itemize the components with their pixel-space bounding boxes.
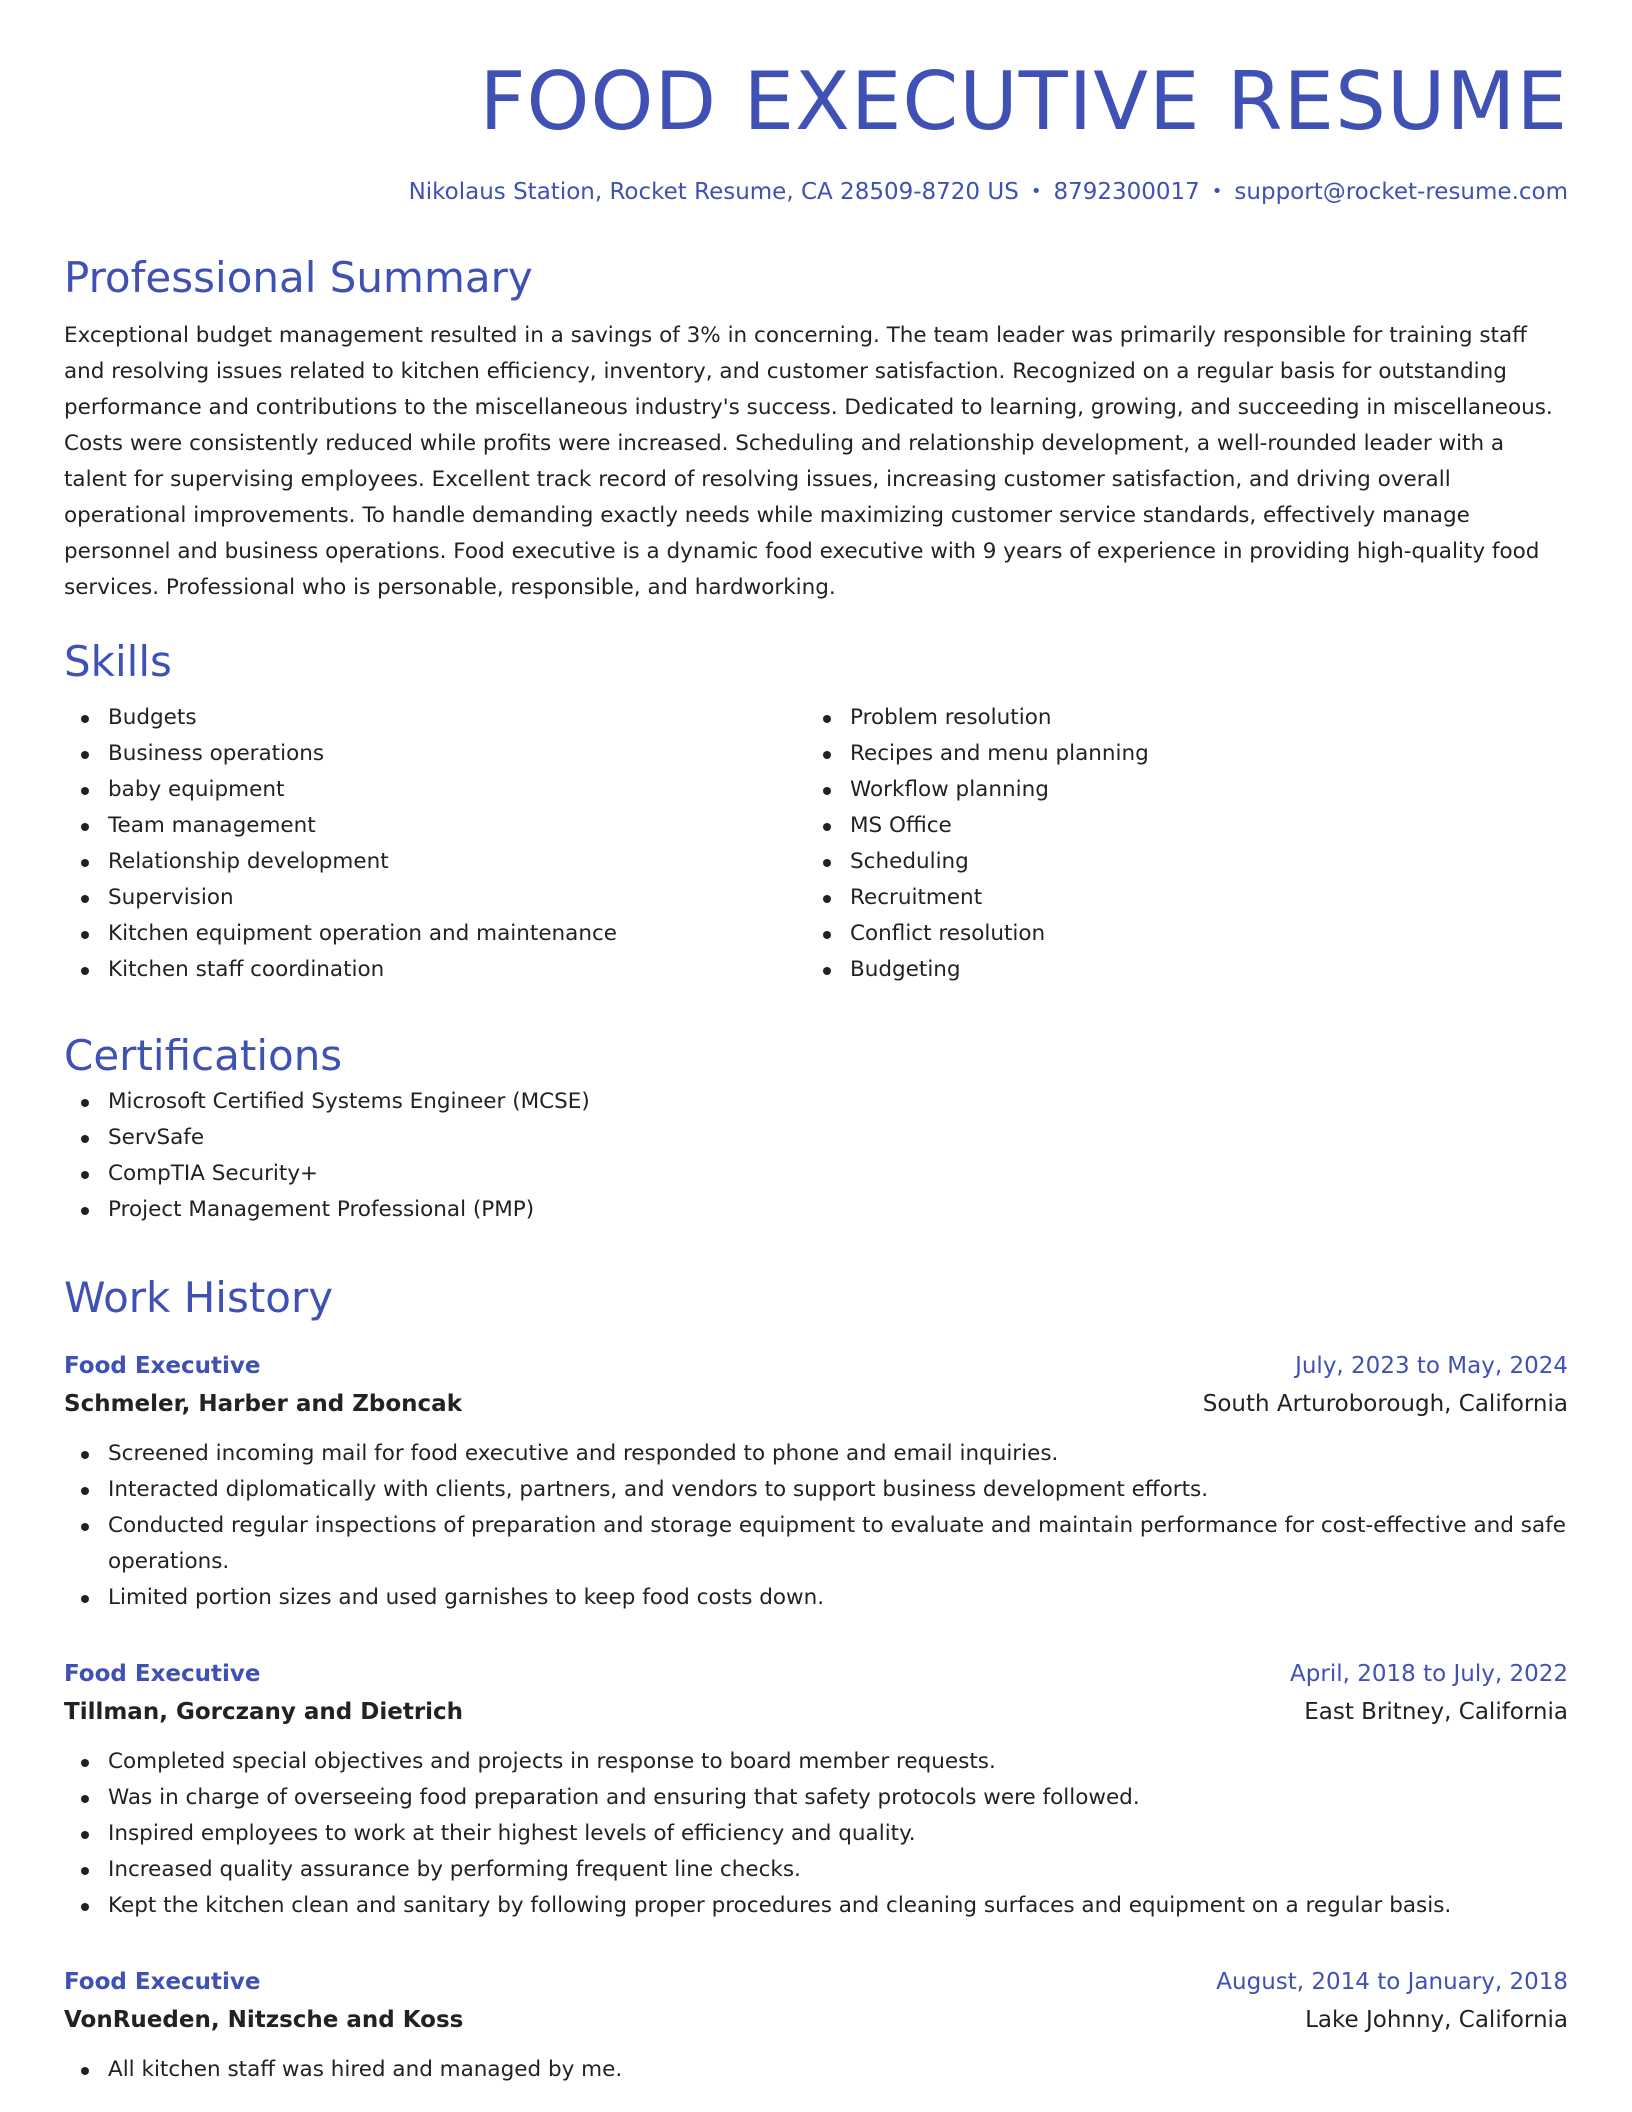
- job-duty-item: Completed special objectives and projects in response to board member requests.: [108, 1744, 1568, 1780]
- skills-list-right: [806, 700, 1548, 988]
- job-company: Tillman, Gorczany and Dietrich: [64, 1699, 464, 1725]
- skills-list-left: [64, 700, 806, 988]
- job-duty-item: Inspired employees to work at their highest levels of efficiency and quality.: [108, 1816, 1568, 1852]
- contact-line: [64, 176, 1568, 210]
- section-title-summary: Professional Summary: [64, 253, 533, 302]
- job-location: East Britney, California: [1304, 1699, 1568, 1725]
- skill-item: Kitchen staff coordination: [108, 952, 806, 988]
- skill-item: Conflict resolution: [850, 916, 1548, 952]
- job-header-row: [64, 1348, 1568, 1384]
- job-employer-row: [64, 1384, 1568, 1424]
- job-employer-row: [64, 2000, 1568, 2040]
- certifications-list: [64, 1084, 1568, 1228]
- skill-item: Problem resolution: [850, 700, 1548, 736]
- job-role: Food Executive: [64, 1661, 261, 1687]
- job-role: Food Executive: [64, 1353, 261, 1379]
- job-header-row: [64, 1964, 1568, 2000]
- job-duty-item: Limited portion sizes and used garnishes to keep food costs down.: [108, 1580, 1568, 1616]
- resume-title: FOOD EXECUTIVE RESUME: [479, 55, 1568, 148]
- contact-phone: 8792300017: [1053, 179, 1200, 205]
- skill-item: Budgets: [108, 700, 806, 736]
- job-dates: July, 2023 to May, 2024: [1295, 1353, 1568, 1379]
- skill-item: Workflow planning: [850, 772, 1548, 808]
- job-dates: April, 2018 to July, 2022: [1290, 1661, 1568, 1687]
- job-duty-item: Screened incoming mail for food executive and responded to phone and email inquiries.: [108, 1436, 1568, 1472]
- skill-item: Scheduling: [850, 844, 1548, 880]
- skill-item: Kitchen equipment operation and maintenance: [108, 916, 806, 952]
- section-title-skills: Skills: [64, 637, 172, 686]
- contact-separator: •: [1030, 181, 1042, 202]
- skills-grid: [64, 700, 1568, 988]
- job-duties-list: [64, 1744, 1568, 1924]
- job-dates: August, 2014 to January, 2018: [1216, 1969, 1568, 1995]
- skill-item: MS Office: [850, 808, 1548, 844]
- skill-item: Supervision: [108, 880, 806, 916]
- skills-column-right: [806, 700, 1548, 988]
- job-employer-row: [64, 1692, 1568, 1732]
- skills-column-left: [64, 700, 806, 988]
- contact-email: support@rocket-resume.com: [1234, 179, 1568, 205]
- skill-item: Team management: [108, 808, 806, 844]
- work-history-section: [64, 1270, 1568, 2088]
- certification-item: ServSafe: [108, 1120, 1568, 1156]
- job-duty-item: All kitchen staff was hired and managed by me.: [108, 2052, 1568, 2088]
- skill-item: Relationship development: [108, 844, 806, 880]
- job-company: Schmeler, Harber and Zboncak: [64, 1391, 462, 1417]
- job-duty-item: Interacted diplomatically with clients, partners, and vendors to support business development efforts.: [108, 1472, 1568, 1508]
- job-entry: [64, 1656, 1568, 1924]
- resume-header: [64, 0, 1568, 210]
- job-duty-item: Increased quality assurance by performing frequent line checks.: [108, 1852, 1568, 1888]
- skill-item: Budgeting: [850, 952, 1548, 988]
- job-entry: [64, 1964, 1568, 2088]
- professional-summary-section: [64, 250, 1568, 606]
- skills-section: [64, 634, 1568, 988]
- job-duty-item: Conducted regular inspections of preparation and storage equipment to evaluate and maintain performance for cost-effective and safe operations.: [108, 1508, 1568, 1580]
- job-role: Food Executive: [64, 1969, 261, 1995]
- skill-item: Recruitment: [850, 880, 1548, 916]
- certifications-section: [64, 1028, 1568, 1228]
- skill-item: Recipes and menu planning: [850, 736, 1548, 772]
- certification-item: CompTIA Security+: [108, 1156, 1568, 1192]
- job-location: South Arturoborough, California: [1202, 1391, 1568, 1417]
- job-duty-item: Kept the kitchen clean and sanitary by following proper procedures and cleaning surfaces and equipment on a regular basis.: [108, 1888, 1568, 1924]
- job-company: VonRueden, Nitzsche and Koss: [64, 2007, 464, 2033]
- job-duties-list: [64, 2052, 1568, 2088]
- job-header-row: [64, 1656, 1568, 1692]
- job-entry: [64, 1348, 1568, 1616]
- job-duties-list: [64, 1436, 1568, 1616]
- skill-item: Business operations: [108, 736, 806, 772]
- section-title-certifications: Certifications: [64, 1031, 343, 1080]
- job-duty-item: Was in charge of overseeing food preparation and ensuring that safety protocols were followed.: [108, 1780, 1568, 1816]
- job-location: Lake Johnny, California: [1305, 2007, 1568, 2033]
- summary-text: Exceptional budget management resulted in a savings of 3% in concerning. The team leader was primarily responsible for training staff and resolving issues related to kitchen efficiency, inventory, and customer satisfaction. Recognized on a regular basis for outstanding performance and contributions to the miscellaneous industry's success. Dedicated to learning, growing, and succeeding in miscellaneous. Costs were consistently reduced while profits were increased. Scheduling and relationship development, a well-rounded leader with a talent for supervising employees. Excellent track record of resolving issues, increasing customer satisfaction, and driving overall operational improvements. To handle demanding exactly needs while maximizing customer service standards, effectively manage personnel and business operations. Food executive is a dynamic food executive with 9 years of experience in providing high-quality food services. Professional who is personable, responsible, and hardworking.: [64, 323, 1553, 600]
- skill-item: baby equipment: [108, 772, 806, 808]
- contact-address: Nikolaus Station, Rocket Resume, CA 28509-8720 US: [408, 179, 1019, 205]
- certification-item: Project Management Professional (PMP): [108, 1192, 1568, 1228]
- contact-separator: •: [1211, 181, 1223, 202]
- section-title-work-history: Work History: [64, 1273, 334, 1322]
- certification-item: Microsoft Certified Systems Engineer (MCSE): [108, 1084, 1568, 1120]
